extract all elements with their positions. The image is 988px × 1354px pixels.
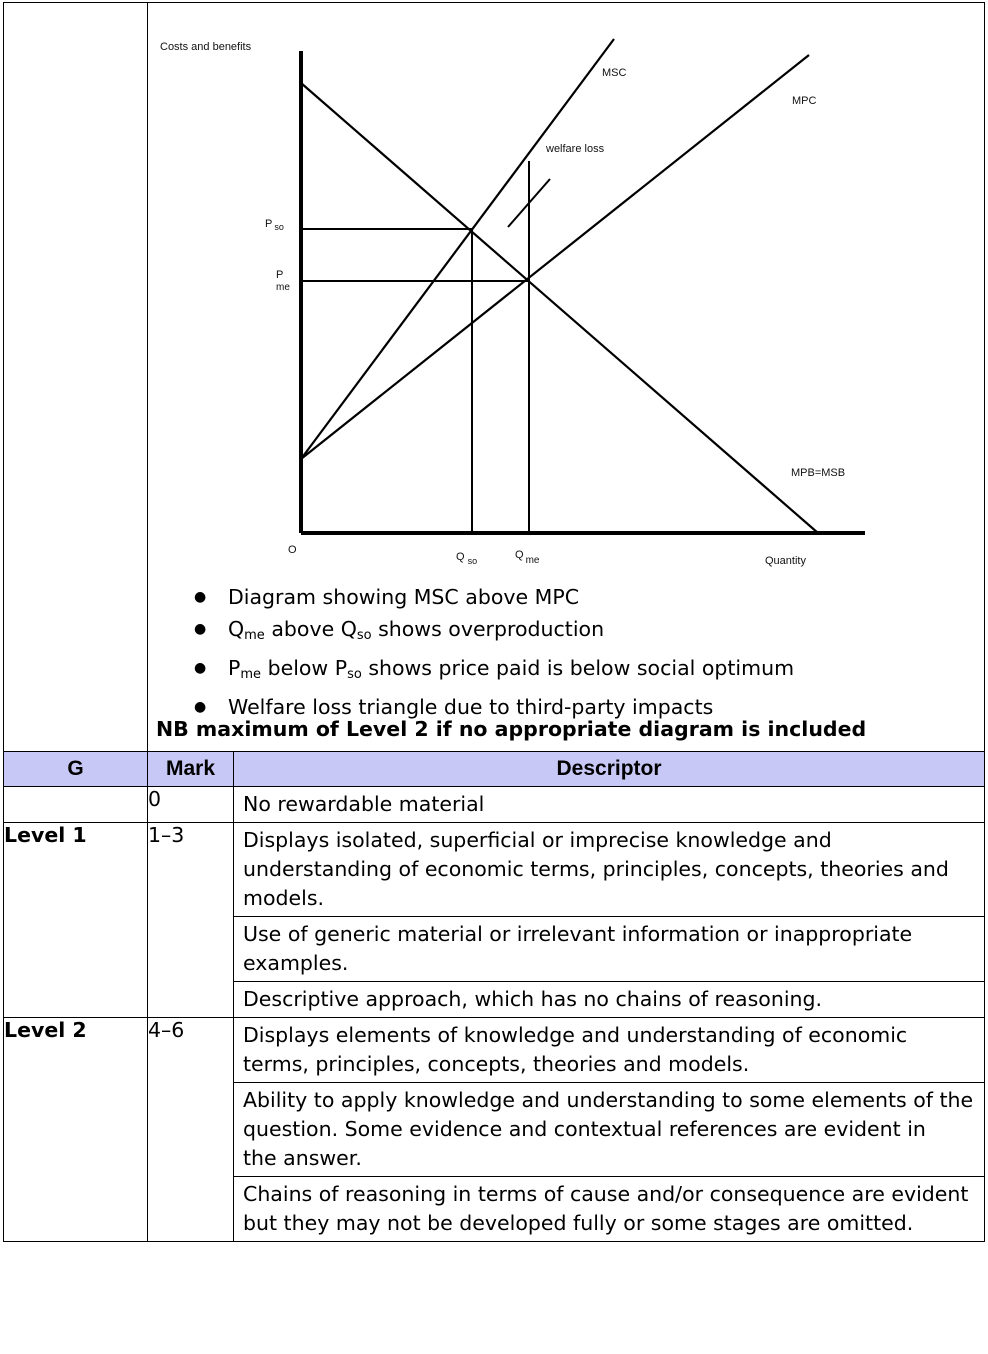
descriptor-cell bbox=[234, 787, 985, 823]
level-cell: Level 2 bbox=[4, 1018, 148, 1242]
table-row bbox=[4, 823, 985, 1018]
header-mark: Mark bbox=[148, 752, 234, 787]
mpb-msb-label: MPB=MSB bbox=[791, 467, 846, 479]
bullet-item: ● Welfare loss triangle due to third-party impacts bbox=[184, 691, 794, 723]
table-row bbox=[4, 1018, 985, 1242]
descriptor-text: Chains of reasoning in terms of cause and/or consequence are evident but they may not be developed fully or some stages are omitted. bbox=[234, 1176, 984, 1241]
pme-label-main: P bbox=[276, 269, 284, 281]
blank-cell bbox=[4, 3, 148, 752]
welfare-loss-label: welfare loss bbox=[546, 143, 605, 155]
descriptor-text: the answer. bbox=[243, 1146, 362, 1170]
externality-diagram bbox=[148, 3, 986, 583]
mark-cell: 1–3 bbox=[148, 823, 234, 1018]
bullet-item: ● Diagram showing MSC above MPC bbox=[184, 581, 794, 613]
table-row bbox=[4, 787, 985, 823]
level-cell bbox=[4, 787, 148, 823]
msc-curve bbox=[301, 39, 614, 459]
qme-label: Q me bbox=[515, 549, 540, 566]
level-cell: Level 1 bbox=[4, 823, 148, 1018]
diagram-bullets bbox=[184, 581, 794, 723]
descriptor-text: Use of generic material or irrelevant information or inappropriate examples. bbox=[234, 916, 984, 981]
mark-scheme-table bbox=[3, 2, 985, 1242]
origin-label: O bbox=[288, 544, 297, 556]
mark-cell: 4–6 bbox=[148, 1018, 234, 1242]
pso-label: P $_{so}$ bbox=[265, 218, 284, 232]
descriptor-text: No rewardable material bbox=[243, 792, 485, 816]
descriptor-text: Ability to apply knowledge and understanding to some elements of the question. Some evidence and contextual references are evident in bbox=[234, 1082, 984, 1144]
descriptor-cell bbox=[234, 1018, 985, 1242]
mpc-curve bbox=[301, 55, 809, 459]
descriptor-text: Displays isolated, superficial or imprecise knowledge and understanding of economic terms, principles, concepts, theories and models. bbox=[243, 828, 949, 910]
mark-cell: 0 bbox=[148, 787, 234, 823]
descriptor-text: Displays elements of knowledge and understanding of economic terms, principles, concepts, theories and models. bbox=[243, 1023, 908, 1076]
diagram-row bbox=[4, 3, 985, 752]
descriptor-cell bbox=[234, 823, 985, 1018]
mpc-label: MPC bbox=[792, 95, 817, 107]
bullet-item: ● $Q_{me}$ above $Q_{so}$ shows overproduction bbox=[184, 613, 794, 652]
nb-note: NB maximum of Level 2 if no appropriate diagram is included bbox=[156, 717, 867, 741]
quantity-label: Quantity bbox=[765, 555, 806, 567]
header-g: G bbox=[4, 752, 148, 787]
pme-label-sub: me bbox=[276, 282, 290, 293]
descriptor-text: Descriptive approach, which has no chains of reasoning. bbox=[234, 981, 984, 1017]
bullet-item: ● $P_{me}$ below $P_{so}$ shows price paid is below social optimum bbox=[184, 652, 794, 691]
table-header bbox=[4, 752, 985, 787]
qso-label: Q $_{so}$ bbox=[456, 551, 478, 566]
header-descriptor: Descriptor bbox=[234, 752, 985, 787]
diagram-cell bbox=[148, 3, 985, 752]
msc-label: MSC bbox=[602, 67, 627, 79]
y-axis-label: Costs and benefits bbox=[160, 41, 252, 53]
